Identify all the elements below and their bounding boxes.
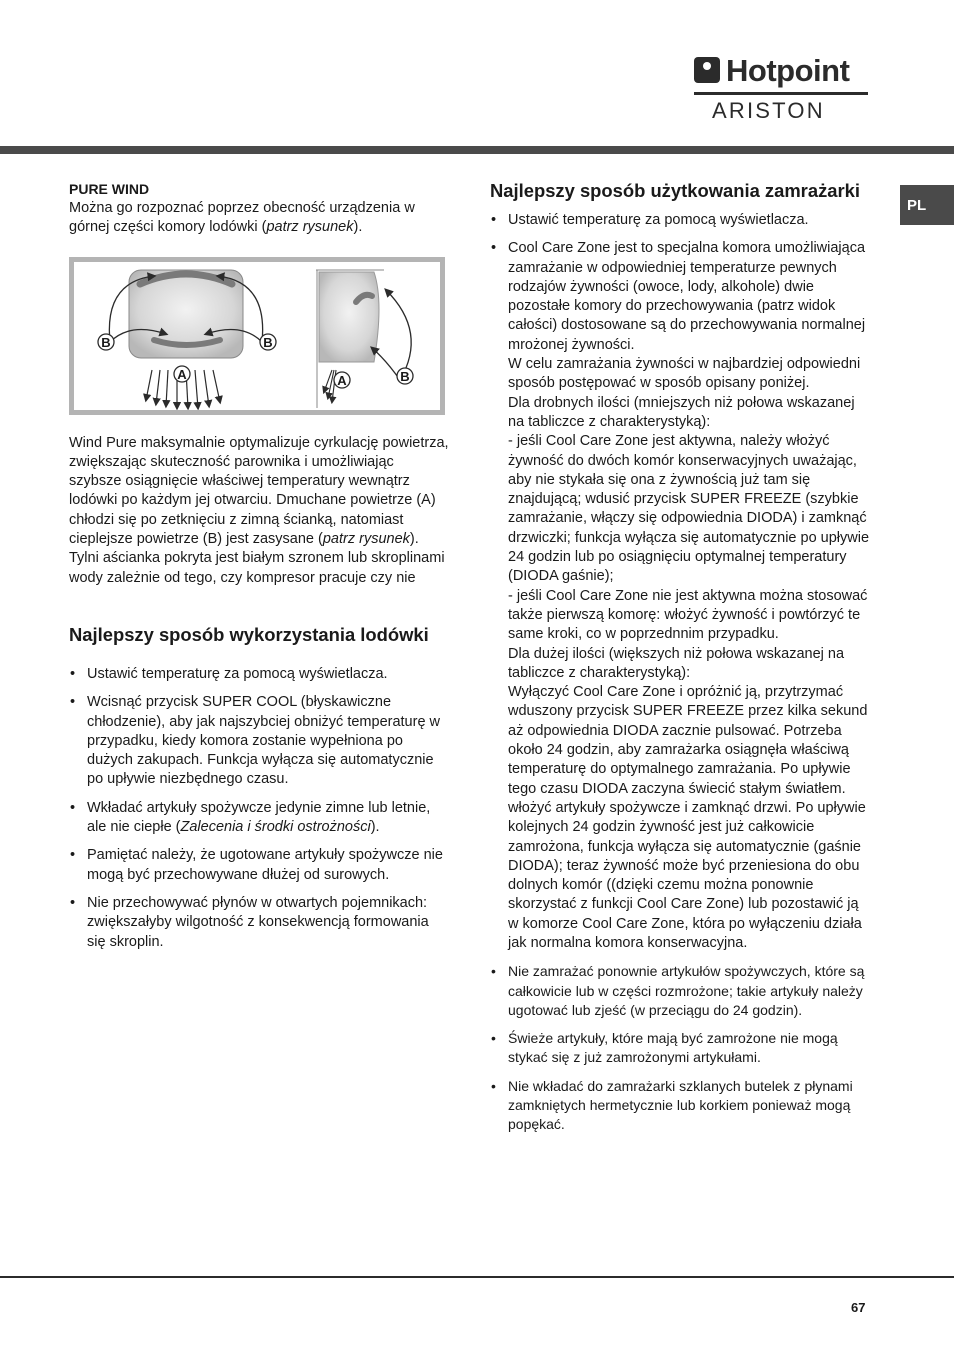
list-item: • Wcisnąć przycisk SUPER COOL (błyskawiczne chłodzenie), aby jak najszybciej obniżyć temperaturę w przypadku, kiedy komora zostanie wypełniona po dużych zakupach. Funkcja wyłącza się automatycznie po upływie niezbędnego czasu.: [69, 693, 449, 789]
list-item: • Nie zamrażać ponownie artykułów spożywczych, które są całkowicie lub w części rozmrożone; takie artykuły należy ugotować lub zjeść (w przeciągu do 24 godzin).: [490, 962, 872, 1020]
logo-sub-brand: ARISTON: [712, 98, 825, 123]
logo-mark-icon: [694, 57, 720, 83]
label-a-front: [174, 366, 190, 382]
left-column: [69, 180, 449, 961]
fridge-usage-list: [69, 665, 449, 952]
svg-text:B: B: [101, 334, 111, 350]
freezer-usage-heading: Najlepszy sposób użytkowania zamrażarki: [490, 180, 860, 201]
footer-rule: [0, 1276, 954, 1278]
list-item: • Świeże artykuły, które mają być zamrożone nie mogą stykać się z już zamrożonymi artykułami.: [490, 1029, 872, 1068]
small-quantity-inactive: - jeśli Cool Care Zone nie jest aktywna można stosować także pierwszą komorę: włożyć żywność i powtórzyć te same kroki, co w poprzednnim przypadku.: [508, 587, 868, 643]
page-number: 67: [851, 1300, 866, 1315]
cool-care-zone-intro: • Cool Care Zone jest to specjalna komora umożliwiająca zamrażanie w odpowiedniej temperaturze pewnych rodzajów żywności (owoce, lody, alkohole) dwie pozostałe komory do przechowywania (patrz widok całości) dostosowane są do przechowywania normalnej mrożonej żywności.: [508, 240, 866, 353]
label-b-left: [98, 334, 114, 350]
list-item: • Nie wkładać do zamrażarki szklanych butelek z płynami zamkniętych hermetycznie lub korkiem ponieważ mogą popękać.: [490, 1077, 872, 1135]
list-item: [490, 239, 872, 953]
svg-text:B: B: [263, 334, 273, 350]
list-item: • Wkładać artykuły spożywcze jedynie zimne lub letnie, ale nie ciepłe (Zalecenia i środki ostrożności).: [69, 799, 449, 838]
logo-divider: [694, 92, 868, 95]
rear-wall-note: Tylni aścianka pokryta jest białym szronem lub skroplinami wody zależnie od tego, czy kompresor pracuje czy nie: [69, 550, 445, 586]
list-item: • Nie przechowywać płynów w otwartych pojemnikach: zwiększałyby wilgotność z konsekwencją formowania się skroplin.: [69, 894, 449, 952]
small-quantity-active: - jeśli Cool Care Zone jest aktywna, należy włożyć żywność do dwóch komór konserwacyjnych uważając, aby nie stykała się ona z żywnością już tam się znajdującą; wdusić przycisk SUPER FREEZE (szybkie zamrażanie, włączy się odpowiednia DIODA) i zamknąć drzwiczki; funkcja wyłącza się automatycznie po upływie 24 godzin lub po osiągnięciu optymalnej temperatury (DIODA gaśnie);: [508, 433, 870, 585]
pure-wind-title: PURE WIND: [69, 181, 150, 197]
label-b-right: [260, 334, 276, 350]
logo-brand: Hotpoint: [726, 52, 850, 88]
svg-text:A: A: [177, 366, 187, 382]
large-quantity-heading: Dla dużej ilości (większych niż połowa wskazanej na tabliczce z charakterystyką):: [508, 645, 845, 681]
freezer-usage-list: [490, 211, 872, 1135]
list-item: • Pamiętać należy, że ugotowane artykuły spożywcze nie mogą być przechowywane dłużej od surowych.: [69, 846, 449, 885]
svg-text:B: B: [400, 368, 410, 384]
airflow-diagram: [74, 262, 440, 410]
list-item: • Ustawić temperaturę za pomocą wyświetlacza.: [490, 211, 872, 230]
large-quantity-steps: Wyłączyć Cool Care Zone i opróżnić ją, przytrzymać wduszony przycisk SUPER FREEZE przez kilka sekund aż odpowiednia DIODA zacznie pulsować. Potrzeba około 24 godzin, aby zamrażarka osiągnęła właściwą temperaturę do optymalnego zamrażania. Po upływie tego czasu DIODA zaczyna świecić stałym światłem. włożyć artykuły spożywcze i zamknąć drzwi. Po upływie kolejnych 24 godzin żywność jest już całkowicie zamrożona, funkcja wyłącza się automatycznie (gaśnie DIODA); teraz żywność może być przeniesiona do obu dolnych komór ((dzięki czemu można ponownie skorzystać z funkcji Cool Care Zone) lub pozostawić ją w komorze Cool Care Zone, która po wyłączeniu działa jak normalna komora konserwacyjna.: [508, 684, 868, 951]
language-tab: PL: [900, 185, 954, 225]
freezing-instruction: W celu zamrażania żywności w najbardziej odpowiedni sposób postępować w sposób opisany poniżej.: [508, 356, 861, 392]
label-a-side: [334, 372, 350, 388]
label-b-side: [397, 368, 413, 384]
pure-wind-text: Można go rozpoznać poprzez obecność urządzenia w górnej części komory lodówki (patrz rysunek).: [69, 200, 415, 236]
pure-wind-description: Wind Pure maksymalnie optymalizuje cyrkulację powietrza, zwiększając skuteczność parownika i umożliwiając szybsze osiągnięcie właściwej temperatury wewnątrz lodówki po każdym jej otwarciu. Dmuchane powietrze (A) chłodzi się po zetknięciu z zimną ścianką, natomiast cieplejsze powietrze (B) jest zasysane (patrz rysunek).: [69, 434, 449, 548]
header-bar: [0, 146, 954, 154]
brand-logo: [694, 52, 868, 124]
small-quantity-heading: Dla drobnych ilości (mniejszych niż połowa wskazanej na tabliczce z charakterystyką):: [508, 394, 855, 430]
pure-wind-figure: [69, 257, 445, 415]
fridge-usage-heading: Najlepszy sposób wykorzystania lodówki: [69, 623, 429, 645]
list-item: • Ustawić temperaturę za pomocą wyświetlacza.: [69, 665, 449, 684]
svg-text:A: A: [337, 372, 347, 388]
right-column: [490, 180, 872, 1144]
